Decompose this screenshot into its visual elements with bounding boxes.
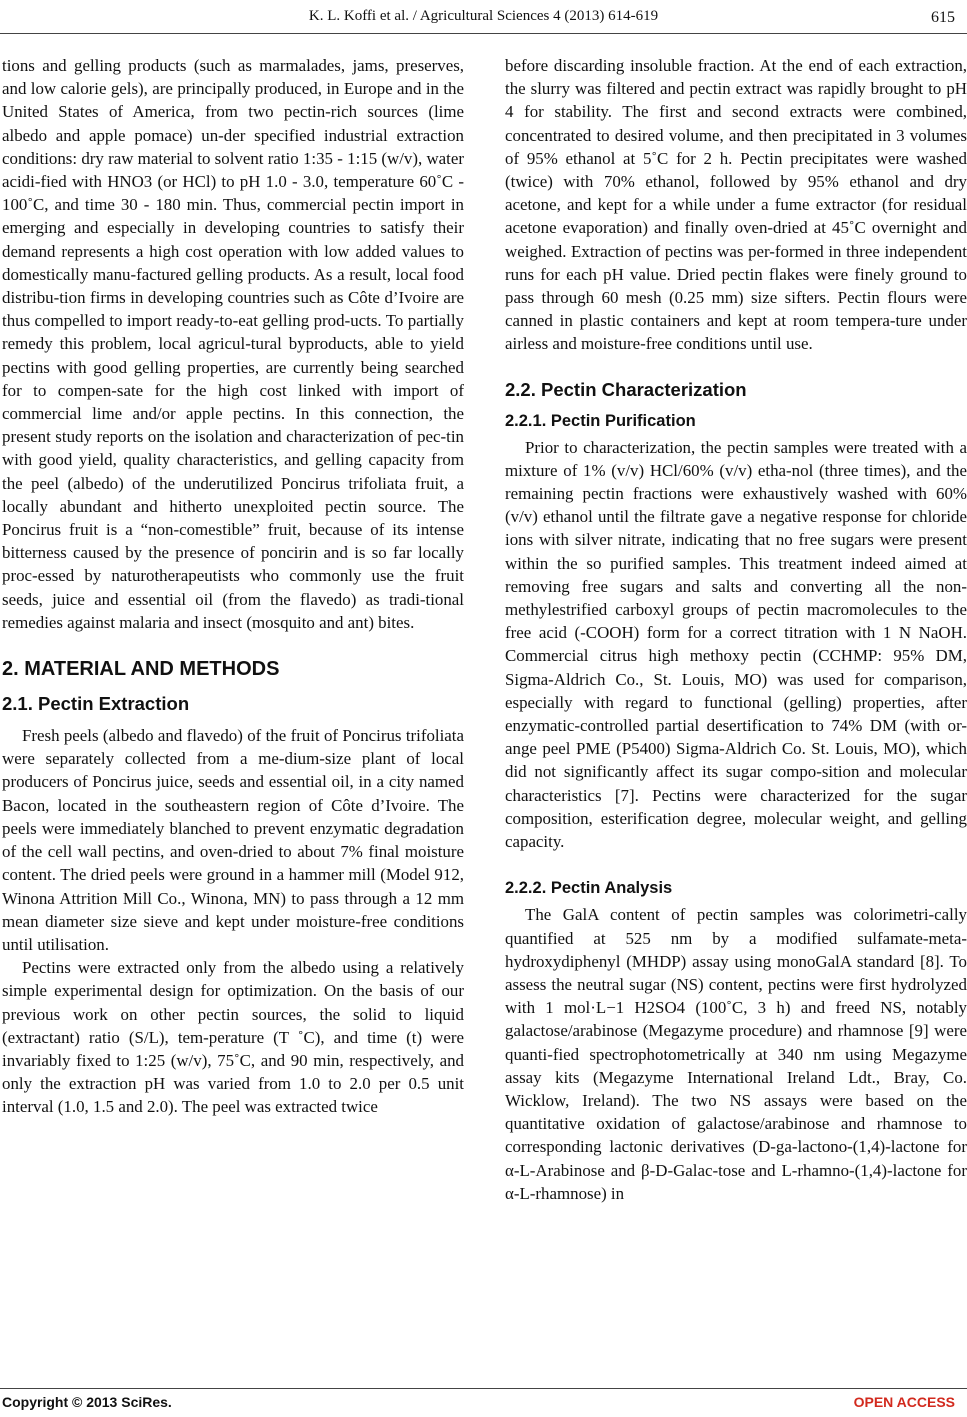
paragraph: Fresh peels (albedo and flavedo) of the fruit of Poncirus trifoliata were separately collected from a me-dium-size plant of local producers of Poncirus juice, seeds and essential oil, in a city named Bacon, located in the southeastern region of Côte d’Ivoire. The peels were immediately blanched to prevent enzymatic degradation of the cell wall pectins, and oven-dried to about 7% final moisture content. The dried peels were ground in a hammer mill (Model 912, Winona Attrition Mill Co., Winona, MN) to pass through a 12 mm mean diameter size sieve and kept under moisture-free conditions until utilisation. — [2, 726, 464, 954]
paragraph: The GalA content of pectin samples was colorimetri-cally quantified at 525 nm by a modified sulfamate-meta-hydroxydiphenyl (MHDP) assay using monoGalA standard [8]. To assess the neutral sugar (NS) content, pectins were first hydrolyzed with 1 mol·L−1 H2SO4 (100˚C, 3 h) and freed NS, notably galactose/arabinose (Megazyme procedure) and rhamnose [9] were quanti-fied spectrophotometrically at 340 nm using Megazyme assay kits (Megazyme International Ireland Ldt., Bray, Co. Wicklow, Ireland). The two NS assays were based on the quantitative oxidation of galactose/arabinose and rhamnose to corresponding lactonic derivatives (D-ga-lactono-(1,4)-lactone for α-L-Arabinose and β-D-Galac-tose and L-rhamno-(1,4)-lactone for α-L-rhamnose) in — [505, 905, 967, 1203]
paragraph: Pectins were extracted only from the albedo using a relatively simple experimental design for optimization. On the basis of our previous work on other pectin sources, the solid to liquid (extractant) ratio (S/L), tem-perature (T ˚C), and time (t) were invariably fixed to 1:25 (w/v), 75˚C, and 90 min, respectively, and only the extraction pH was varied from 1.0 to 2.0 per 0.5 unit interval (1.0, 1.5 and 2.0). The peel was extracted twice — [2, 958, 464, 1117]
copyright-notice: Copyright © 2013 SciRes. — [2, 1394, 172, 1410]
subsection-heading: 2.1. Pectin Extraction — [2, 693, 190, 715]
paragraph: tions and gelling products (such as marmalades, jams, preserves, and low calorie gels), are principally produced, in Europe and in the United States of America, from two pectin-rich sources (lime albedo and apple pomace) un-der specified industrial extraction conditions: dry raw material to solvent ratio 1:35 - 1:15 (w/v), water acidi-fied with HNO3 (or HCl) to pH 1.0 - 3.0, temperature 60˚C - 100˚C, and time 30 - 180 min. Thus, commercial pectin import in emerging and especially in developing countries to satisfy their demand represents a high cost operation with low added values to domestically manu-factured gelling products. As a result, local food distribu-tion firms in developing countries such as Côte d’Ivoire are thus compelled to import ready-to-eat gelling prod-ucts. To partially remedy this problem, local agricul-tural byproducts, able to yield pectins with good gelling properties, are currently being searched for to compen-sate for the high cost linked with import of commercial lime and/or apple pectins. In this connection, the present study reports on the isolation and characterization of pec-tin with good yield, quality characteristics, and gelling capacity from the peel (albedo) of the underutilized Poncirus trifoliata fruit, a locally abundant and hitherto unexploited pectin source. The Poncirus fruit is a “non-comestible” fruit, because of its intense bitterness caused by the presence of poncirin and is so far locally proc-essed by naturotherapeutists who commonly use the fruit seeds, juice and essential oil (from the flavedo) as tradi-tional remedies against malaria and insect (mosquito and ant) bites. — [2, 56, 464, 632]
page-footer — [0, 1394, 967, 1414]
paragraph: Prior to characterization, the pectin samples were treated with a mixture of 1% (v/v) HCl/60% (v/v) etha-nol (three times), and the remaining pectin fractions were exhaustively washed with 60% (v/v) ethanol until the filtrate gave a negative response for chloride ions with silver nitrate, indicating that no free sugars were present within the so purified samples. This treatment indeed aimed at removing free sugars and salts and converting all the non-methylestrified carboxyl groups of pectin macromolecules to the free acid (-COOH) form for a correct titration with 1 N NaOH. Commercial citrus high methoxy pectin (CCHMP: 95% DM, Sigma-Aldrich Co., St. Louis, MO) was used for comparison, especially with regard to functional (gelling) properties, after enzymatic-controlled partial desertification to 74% DM (with or-ange peel PME (P5400) Sigma-Aldrich Co. St. Louis, MO), which did not significantly affect its sugar compo-sition and molecular characteristics [7]. Pectins were characterized for the sugar composition, esterification degree, molecular weight, and gelling capacity. — [505, 437, 967, 852]
left-column — [2, 54, 464, 1119]
subsubsection-heading: 2.2.1. Pectin Purification — [505, 411, 696, 430]
header-rule — [0, 33, 967, 34]
section-heading: 2. MATERIAL AND METHODS — [2, 658, 280, 681]
page-number: 615 — [931, 9, 955, 26]
right-column — [505, 54, 967, 1205]
running-head: K. L. Koffi et al. / Agricultural Sciences 4 (2013) 614-619 — [308, 8, 659, 24]
running-header — [0, 6, 967, 30]
open-access-label: OPEN ACCESS — [853, 1394, 955, 1410]
subsection-heading: 2.2. Pectin Characterization — [505, 378, 747, 400]
subsubsection-heading: 2.2.2. Pectin Analysis — [505, 879, 673, 898]
paragraph: before discarding insoluble fraction. At the end of each extraction, the slurry was filtered and pectin extract was rapidly brought to pH 4 for stability. The first and second extracts were combined, concentrated to desired volume, and then precipitated in 3 volumes of 95% ethanol at 5˚C for 2 h. Pectin precipitates were washed (twice) with 70% ethanol, followed by 95% ethanol and dry acetone, and kept for a while under a fume extractor (for residual acetone evaporation) and finally oven-dried at 45˚C overnight and weighed. Extraction of pectins was per-formed in three independent runs for each pH value. Dried pectin flakes were finely ground to pass through 60 mesh (0.25 mm) size sifters. Pectin flours were canned in plastic containers and kept at room tempera-ture under airless and moisture-free conditions until use. — [505, 56, 967, 354]
footer-rule — [0, 1388, 967, 1389]
